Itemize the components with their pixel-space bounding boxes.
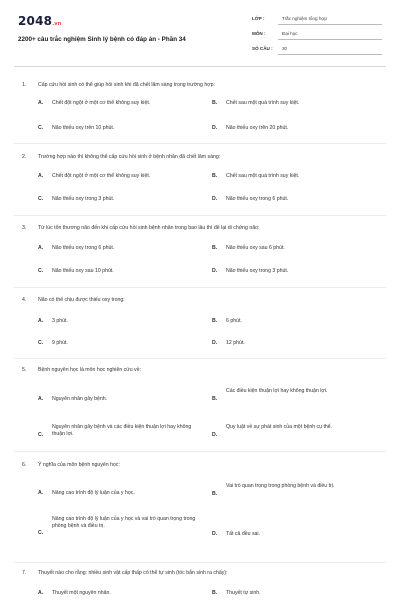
question-7-text: 7. Thuyết nào cho rằng: nhiều sinh vật cấp thấp có thể tự sinh (tóc bắn sinh ra chấy): [22,570,228,576]
meta-class [252,14,382,25]
question-separator [14,358,386,359]
question-separator [14,287,386,288]
meta-subject-label: MÔN : [252,31,266,36]
question-1-text: 1. Cấp cứu hồi sinh có thể giúp hồi sinh khi đã chết lâm sàng trong trường hợp: [22,82,215,88]
header-divider [14,66,386,67]
meta-count-value: 30 [282,46,288,51]
question-5-text: 5. Bệnh nguyên học là môn học nghiên cứu về: [22,367,141,373]
site-logo[interactable] [18,14,62,28]
question-separator [14,215,386,216]
question-6-text: 6. Ý nghĩa của môn bệnh nguyên học: [22,462,120,468]
question-4-text: 4. Não có thể chịu được thiếu oxy trong: [22,297,125,303]
meta-count-label: SỐ CÂU : [252,46,273,51]
question-separator [14,143,386,144]
meta-count [252,44,382,55]
meta-subject-underline [278,39,382,40]
meta-class-label: LỚP : [252,16,265,21]
document-title: 2200+ câu trắc nghiệm Sinh lý bệnh có đáp án - Phần 34 [18,36,186,43]
question-3-text: 3. Từ lúc tổn thương não đến khi cấp cứu hồi sinh bệnh nhân trong bao lâu thì để lại di chứng não: [22,225,260,231]
meta-subject-value: Đại học [282,31,298,36]
document-header [0,0,400,64]
logo-suffix: .vn [52,21,62,27]
question-separator [14,562,386,563]
meta-class-value: Trắc nghiệm tổng hợp [282,16,327,21]
question-2-text: 2. Trường hợp nào thì không thể cấp cứu hồi sinh ở bệnh nhân đã chết lâm sàng: [22,154,221,160]
meta-count-underline [278,54,382,55]
meta-class-underline [278,24,382,25]
meta-subject [252,29,382,40]
question-separator [14,451,386,452]
logo-main: 2048 [18,14,53,28]
